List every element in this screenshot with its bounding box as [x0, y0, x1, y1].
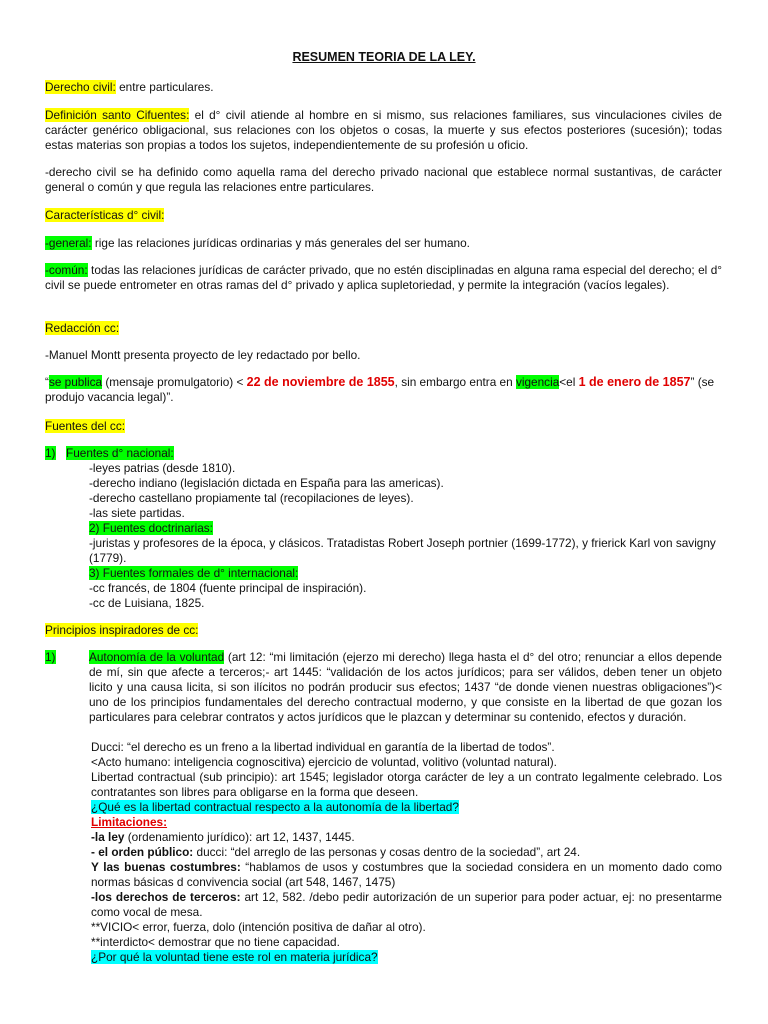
- highlight-principios: Principios inspiradores de cc:: [45, 623, 199, 637]
- interdicto-note: **interdicto< demostrar que no tiene capacidad.: [91, 935, 340, 949]
- highlight-general: -general:: [45, 236, 92, 250]
- acto-humano: <Acto humano: inteligencia cognoscitiva) ejercicio de voluntad, volitivo (voluntad natural).: [91, 755, 557, 769]
- list-item: -juristas y profesores de la época, y clásicos. Tratadistas Robert Joseph portnier (1699-1772), y frierick Karl von savigny (1779).: [89, 536, 716, 565]
- highlight-se-publica: se publica: [48, 375, 103, 389]
- vicio-note: **VICIO< error, fuerza, dolo (intención positiva de dañar al otro).: [91, 920, 426, 934]
- text: (art 12: “mi limitación (ejerzo mi derecho) llega hasta el d° del otro; renunciar a ellos depende de mí, sin que afecte a terceros;- art 1445: “validación de los actos jurídicos; para ser válidos, deben tener un objeto licito y una causa licita, si son ilícitos no podrán producir sus efectos; 1437 “de donde vienen nuestras obligaciones”)< uno de los principios fundamentales del derecho contractual moderno, y que consiste en la libertad de que gozan los particulares para celebrar contratos y actos jurídicos que le plazcan y determinar su contenido, efectos y duración.: [89, 650, 722, 724]
- heading-limitaciones: Limitaciones:: [91, 815, 168, 829]
- fuentes-nacional-list: [89, 461, 722, 611]
- question-voluntad: ¿Por qué la voluntad tiene este rol en materia jurídica?: [91, 950, 378, 964]
- highlight-vigencia: vigencia: [515, 375, 560, 389]
- paragraph-definicion: [45, 108, 722, 153]
- text: ducci: “del arreglo de las personas y cosas dentro de la sociedad”, art 24.: [193, 845, 581, 859]
- text: 1): [45, 650, 56, 664]
- highlight-fuentes-internacional: 3) Fuentes formales de d° internacional:: [89, 566, 299, 580]
- heading-caracteristicas: [45, 208, 722, 223]
- highlight-caracteristicas: Características d° civil:: [45, 208, 165, 222]
- date-vigencia: 1 de enero de 1857: [578, 375, 691, 389]
- text: art 12, 582. /debo pedir autorización de un superior para poder actuar, ej: no presentarme como vocal de mesa.: [91, 890, 722, 919]
- highlight-comun: -común:: [45, 263, 88, 277]
- text: (ordenamiento jurídico): art 12, 1437, 1445.: [124, 830, 355, 844]
- heading-fuentes: [45, 419, 722, 434]
- highlight-fuentes-doctrinarias: 2) Fuentes doctrinarias:: [89, 521, 213, 535]
- label-la-ley: -la ley: [91, 830, 125, 844]
- text: entre particulares.: [115, 80, 214, 94]
- list-number-1b: [45, 650, 56, 665]
- text: <el: [559, 375, 579, 389]
- heading-redaccion: [45, 321, 722, 336]
- paragraph-autonomia: [89, 650, 722, 725]
- text: el d° civil atiende al hombre en si mismo, sus relaciones familiares, sus vinculaciones civiles de carácter genérico obligacional, sus relaciones con los objetos o cosas, la muerte y sus efectos posteriores (sucesión); todas estas materias son propias a todos los sujetos, independientemente de su profesión u oficio.: [45, 108, 722, 152]
- text: “: [45, 375, 49, 389]
- highlight-fuentes: Fuentes del cc:: [45, 419, 125, 433]
- libertad-contractual: Libertad contractual (sub principio): art 1545; legislador otorga carácter de ley a un contrato legalmente celebrado. Los contratantes son libres para obligarse en la forma que deseen.: [91, 770, 722, 799]
- highlight-autonomia: Autonomía de la voluntad: [89, 650, 225, 664]
- label-buenas-costumbres: Y las buenas costumbres:: [91, 860, 241, 874]
- text: ” (se produjo vacancia legal)”.: [45, 375, 715, 404]
- text: rige las relaciones jurídicas ordinarias y más generales del ser humano.: [91, 236, 470, 250]
- paragraph-general: [45, 236, 722, 251]
- principios-details: [91, 740, 722, 965]
- ducci-quote: Ducci: “el derecho es un freno a la libertad individual en garantía de la libertad de todos”.: [91, 740, 555, 754]
- text: “hablamos de usos y costumbres que la sociedad considera en un momento dado como normas básicas d convivencia social (art 548, 1467, 1475): [91, 860, 722, 889]
- list-item: -cc de Luisiana, 1825.: [89, 596, 205, 610]
- date-publicacion: 22 de noviembre de 1855: [246, 375, 395, 389]
- heading-fuentes-nacional: [66, 446, 699, 461]
- text: (mensaje promulgatorio) <: [102, 375, 247, 389]
- paragraph-derecho-civil-definido: -derecho civil se ha definido como aquella rama del derecho privado nacional que establece normal sustantivas, de carácter general o común y que regula las relaciones entre particulares.: [45, 165, 722, 194]
- highlight-definicion: Definición santo Cifuentes:: [45, 108, 190, 122]
- paragraph-publicacion: [45, 375, 722, 405]
- highlight-derecho-civil: Derecho civil:: [45, 80, 116, 94]
- label-orden-publico: - el orden público:: [91, 845, 194, 859]
- list-item: -las siete partidas.: [89, 506, 185, 520]
- paragraph-comun: [45, 263, 722, 293]
- label-derechos-terceros: -los derechos de terceros:: [91, 890, 241, 904]
- list-item: -derecho castellano propiamente tal (recopilaciones de leyes).: [89, 491, 414, 505]
- list-item: -leyes patrias (desde 1810).: [89, 461, 236, 475]
- paragraph-derecho-civil: [45, 80, 722, 95]
- list-number-1: [45, 446, 56, 461]
- question-libertad: ¿Qué es la libertad contractual respecto a la autonomía de la libertad?: [91, 800, 459, 814]
- text: todas las relaciones jurídicas de carácter privado, que no estén disciplinadas en alguna rama especial del derecho; el d° civil se puede entrometer en otras ramas del d° privado y aplica supletoriedad, y permite la integración (vacíos legales).: [45, 263, 722, 292]
- list-item: -cc francés, de 1804 (fuente principal de inspiración).: [89, 581, 367, 595]
- text: 1): [45, 446, 56, 460]
- paragraph-manuel-montt: -Manuel Montt presenta proyecto de ley redactado por bello.: [45, 348, 361, 362]
- highlight-fuentes-nacional: Fuentes d° nacional:: [66, 446, 174, 460]
- document-title: RESUMEN TEORIA DE LA LEY.: [292, 50, 476, 64]
- list-item: -derecho indiano (legislación dictada en España para las americas).: [89, 476, 444, 490]
- text: , sin embargo entra en: [394, 375, 516, 389]
- highlight-redaccion: Redacción cc:: [45, 321, 120, 335]
- heading-principios: [45, 623, 722, 638]
